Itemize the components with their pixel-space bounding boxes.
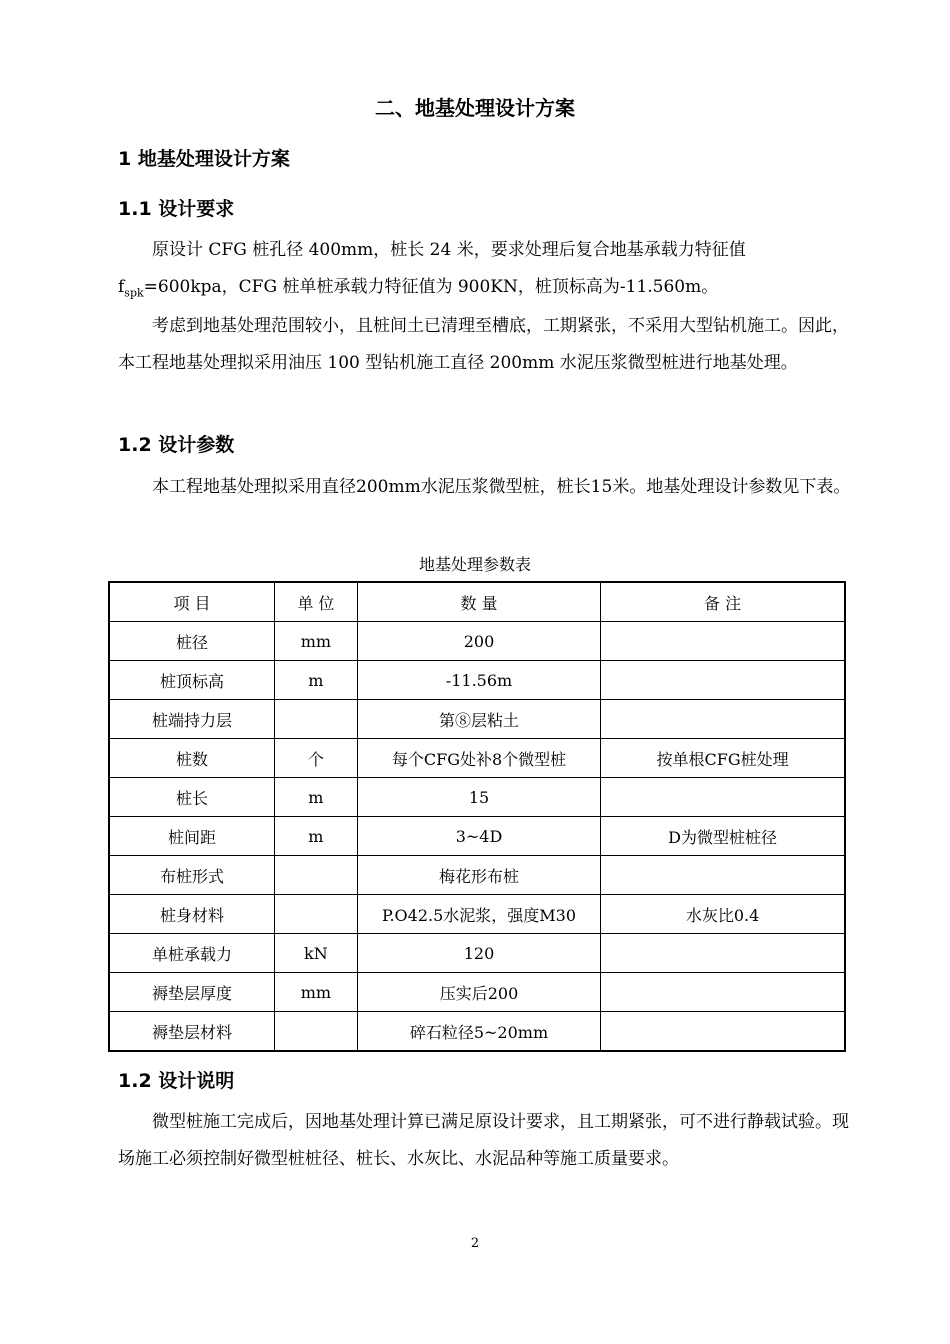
table-cell: -11.56m [357, 661, 600, 700]
table-cell: 3~4D [357, 817, 600, 856]
paragraph-construction-method [118, 308, 852, 382]
table-cell: 褥垫层厚度 [109, 973, 274, 1012]
table-cell: 第⑧层粘土 [357, 700, 600, 739]
table-cell: m [274, 661, 357, 700]
table-cell: 梅花形布桩 [357, 856, 600, 895]
table-cell: mm [274, 973, 357, 1012]
table-row [109, 739, 845, 778]
table-row [109, 1012, 845, 1052]
table-cell: 桩顶标高 [109, 661, 274, 700]
table-cell: 桩身材料 [109, 895, 274, 934]
table-cell: 按单根CFG桩处理 [601, 739, 845, 778]
header-cell-quantity: 数 量 [357, 582, 600, 622]
table-cell: 褥垫层材料 [109, 1012, 274, 1052]
parameter-table [108, 581, 846, 1052]
table-cell: 桩径 [109, 622, 274, 661]
table-row [109, 856, 845, 895]
table-cell: m [274, 817, 357, 856]
table-row [109, 973, 845, 1012]
table-cell: P.O42.5水泥浆，强度M30 [357, 895, 600, 934]
header-cell-remarks: 备 注 [601, 582, 845, 622]
table-cell: mm [274, 622, 357, 661]
table-cell: 15 [357, 778, 600, 817]
table-cell: 每个CFG处补8个微型桩 [357, 739, 600, 778]
section-heading-design-notes: 1.2 设计说明 [118, 1070, 235, 1092]
table-cell [274, 700, 357, 739]
section-heading-1-2: 1.2 设计参数 [118, 434, 235, 456]
table-cell: 个 [274, 739, 357, 778]
table-cell [601, 700, 845, 739]
paragraph-design-notes [118, 1104, 852, 1178]
parameter-table-body [109, 582, 845, 1051]
table-cell: 水灰比0.4 [601, 895, 845, 934]
section-heading-1: 1 地基处理设计方案 [118, 148, 290, 170]
table-cell: 压实后200 [357, 973, 600, 1012]
page-number: 2 [470, 1236, 480, 1251]
table-cell [601, 661, 845, 700]
table-caption: 地基处理参数表 [418, 555, 531, 574]
table-cell: 120 [357, 934, 600, 973]
table-cell [601, 934, 845, 973]
table-cell [274, 856, 357, 895]
para4-text: 微型桩施工完成后，因地基处理计算已满足原设计要求，且工期紧张，可不进行静载试验。现场施工必须控制好微型桩桩径、桩长、水灰比、水泥品种等施工质量要求。 [118, 1112, 849, 1169]
table-cell: 桩间距 [109, 817, 274, 856]
para2-text: 考虑到地基处理范围较小，且桩间土已清理至槽底，工期紧张，不采用大型钻机施工。因此，本工程地基处理拟采用油压 100 型钻机施工直径 200mm 水泥压浆微型桩进行地基处理。 [118, 316, 849, 373]
para1-line1: 原设计 CFG 桩孔径 400mm，桩长 24 米，要求处理后复合地基承载力特征值 [152, 240, 746, 260]
page-title: 二、地基处理设计方案 [375, 96, 575, 120]
table-cell: kN [274, 934, 357, 973]
table-cell [601, 622, 845, 661]
para1-subscript: spk [124, 286, 144, 300]
paragraph-design-parameters [118, 469, 852, 506]
table-row [109, 817, 845, 856]
paragraph-design-requirements [118, 232, 852, 311]
table-cell: 200 [357, 622, 600, 661]
table-header-row [109, 582, 845, 622]
header-cell-item: 项 目 [109, 582, 274, 622]
table-cell: 布桩形式 [109, 856, 274, 895]
para1-f: f [118, 277, 125, 297]
table-cell [274, 1012, 357, 1052]
table-row [109, 622, 845, 661]
table-cell [601, 856, 845, 895]
table-cell [274, 895, 357, 934]
table-cell: 碎石粒径5~20mm [357, 1012, 600, 1052]
table-cell: m [274, 778, 357, 817]
table-row [109, 661, 845, 700]
table-row [109, 895, 845, 934]
para3-text: 本工程地基处理拟采用直径200mm水泥压浆微型桩，桩长15米。地基处理设计参数见下表。 [152, 477, 851, 497]
section-heading-1-1: 1.1 设计要求 [118, 198, 235, 220]
table-cell: 桩长 [109, 778, 274, 817]
para1-line2: =600kpa，CFG 桩单桩承载力特征值为 900KN，桩顶标高为-11.560m。 [143, 277, 719, 297]
table-row [109, 934, 845, 973]
table-cell: 桩数 [109, 739, 274, 778]
table-cell: 单桩承载力 [109, 934, 274, 973]
table-cell [601, 778, 845, 817]
table-cell [601, 1012, 845, 1052]
table-row [109, 778, 845, 817]
table-cell: D为微型桩桩径 [601, 817, 845, 856]
header-cell-unit: 单 位 [274, 582, 357, 622]
table-cell [601, 973, 845, 1012]
table-row [109, 700, 845, 739]
table-cell: 桩端持力层 [109, 700, 274, 739]
